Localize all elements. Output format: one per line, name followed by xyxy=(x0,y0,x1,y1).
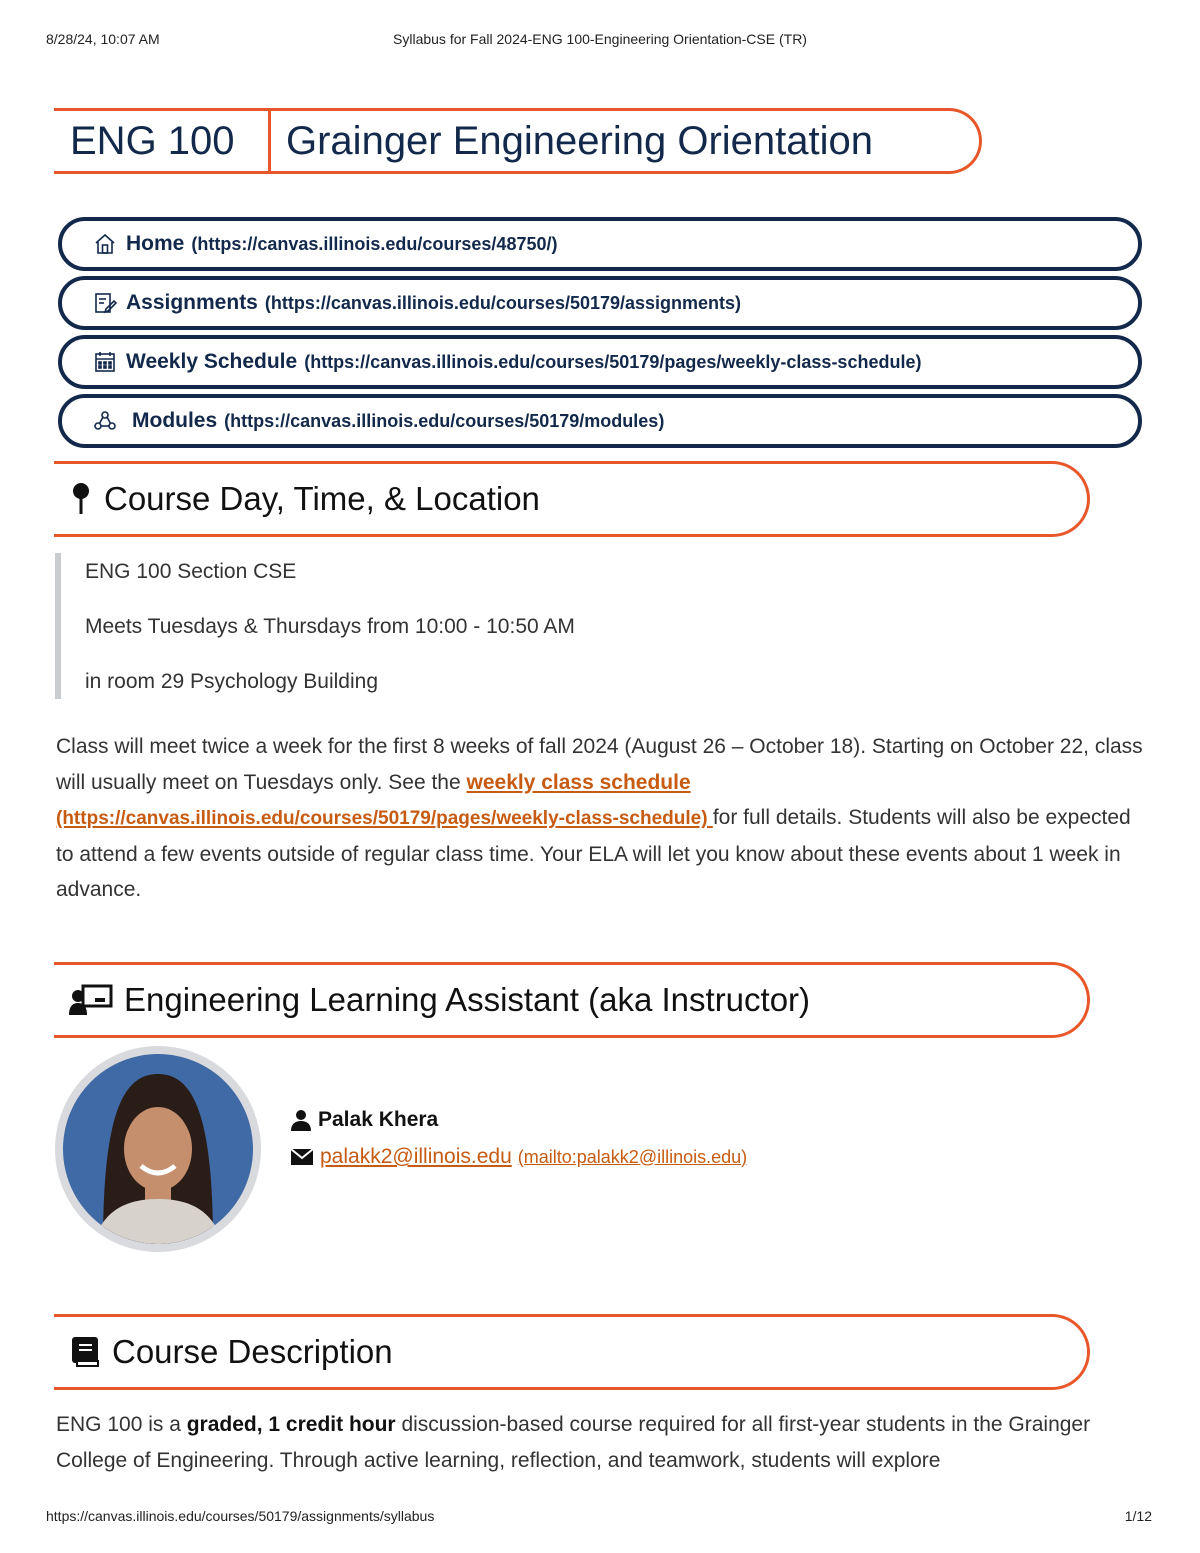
nav-home-link[interactable] xyxy=(58,217,1142,271)
ela-name-row xyxy=(290,1108,438,1132)
calendar-icon xyxy=(92,349,118,375)
ela-name: Palak Khera xyxy=(318,1108,439,1131)
schedule-text-end: for full details. Students will also be expected to attend a few events outside of regular class time. Your ELA will let you know about these events about 1 week in advance. xyxy=(56,806,1131,901)
description-text-start: ENG 100 is a xyxy=(56,1413,187,1436)
nav-assignments-link[interactable] xyxy=(58,276,1142,330)
print-url: https://canvas.illinois.edu/courses/50179/assignments/syllabus xyxy=(46,1508,435,1524)
nav-home-label: Home xyxy=(126,232,185,255)
nav-weekly-schedule-label: Weekly Schedule xyxy=(126,350,298,373)
description-paragraph xyxy=(56,1407,1146,1478)
weekly-schedule-link-text: weekly class schedule xyxy=(466,770,691,794)
print-page-number: 1/12 xyxy=(1124,1508,1152,1524)
nav-assignments-label: Assignments xyxy=(126,291,258,314)
ela-heading-text: Engineering Learning Assistant (aka Instructor) xyxy=(124,981,811,1018)
nav-modules-url: (https://canvas.illinois.edu/courses/50179/modules) xyxy=(224,410,665,431)
meeting-time-line: Meets Tuesdays & Thursdays from 10:00 - 10:50 AM xyxy=(85,615,575,638)
weekly-schedule-link-url: (https://canvas.illinois.edu/courses/50179/pages/weekly-class-schedule) xyxy=(56,808,713,829)
title-divider xyxy=(268,111,271,171)
description-section-heading xyxy=(54,1314,1090,1390)
ela-section-heading xyxy=(54,962,1090,1038)
course-title-banner xyxy=(54,108,982,174)
course-code: ENG 100 xyxy=(70,119,235,163)
ela-mailto-link[interactable]: (mailto:palakk2@illinois.edu) xyxy=(517,1146,748,1167)
location-section-heading xyxy=(54,461,1090,537)
location-heading-text: Course Day, Time, & Location xyxy=(104,480,540,517)
home-icon xyxy=(92,231,118,257)
ela-email-link[interactable]: palakk2@illinois.edu xyxy=(320,1145,512,1168)
schedule-paragraph xyxy=(56,729,1146,908)
map-pin-icon xyxy=(68,481,94,517)
nav-assignments-url: (https://canvas.illinois.edu/courses/50179/assignments) xyxy=(264,292,742,313)
nav-home-url: (https://canvas.illinois.edu/courses/48750/) xyxy=(191,233,558,254)
nav-modules-link[interactable] xyxy=(58,394,1142,448)
print-document-title: Syllabus for Fall 2024-ENG 100-Engineering Orientation-CSE (TR) xyxy=(393,31,807,47)
description-text-rest: discussion-based course required for all first-year students in the Grainger College of Engineering. Through active learning, reflection, and teamwork, students will explore xyxy=(56,1413,1091,1472)
course-name: Grainger Engineering Orientation xyxy=(286,119,874,163)
nav-weekly-schedule-url: (https://canvas.illinois.edu/courses/50179/pages/weekly-class-schedule) xyxy=(304,351,922,372)
print-datetime: 8/28/24, 10:07 AM xyxy=(46,31,160,47)
nav-weekly-schedule-link[interactable] xyxy=(58,335,1142,389)
description-bold: graded, 1 credit hour xyxy=(186,1413,396,1436)
description-heading-text: Course Description xyxy=(112,1333,393,1370)
instructor-icon xyxy=(68,982,114,1018)
section-line: ENG 100 Section CSE xyxy=(85,560,297,583)
user-icon xyxy=(290,1109,312,1131)
modules-icon xyxy=(92,408,118,434)
ela-avatar xyxy=(55,1046,261,1252)
nav-modules-label: Modules xyxy=(132,409,218,432)
envelope-icon xyxy=(290,1148,314,1166)
edit-icon xyxy=(92,290,118,316)
ela-email-row xyxy=(290,1145,747,1169)
room-line: in room 29 Psychology Building xyxy=(85,670,378,693)
ela-photo-illustration xyxy=(63,1054,253,1244)
schedule-blockquote xyxy=(55,553,655,699)
schedule-text-start: Class will meet twice a week for the first 8 weeks of fall 2024 (August 26 – October 18). Starting on October 22, class will usually meet on Tuesdays only. See the xyxy=(56,735,1143,794)
book-icon xyxy=(68,1334,102,1370)
